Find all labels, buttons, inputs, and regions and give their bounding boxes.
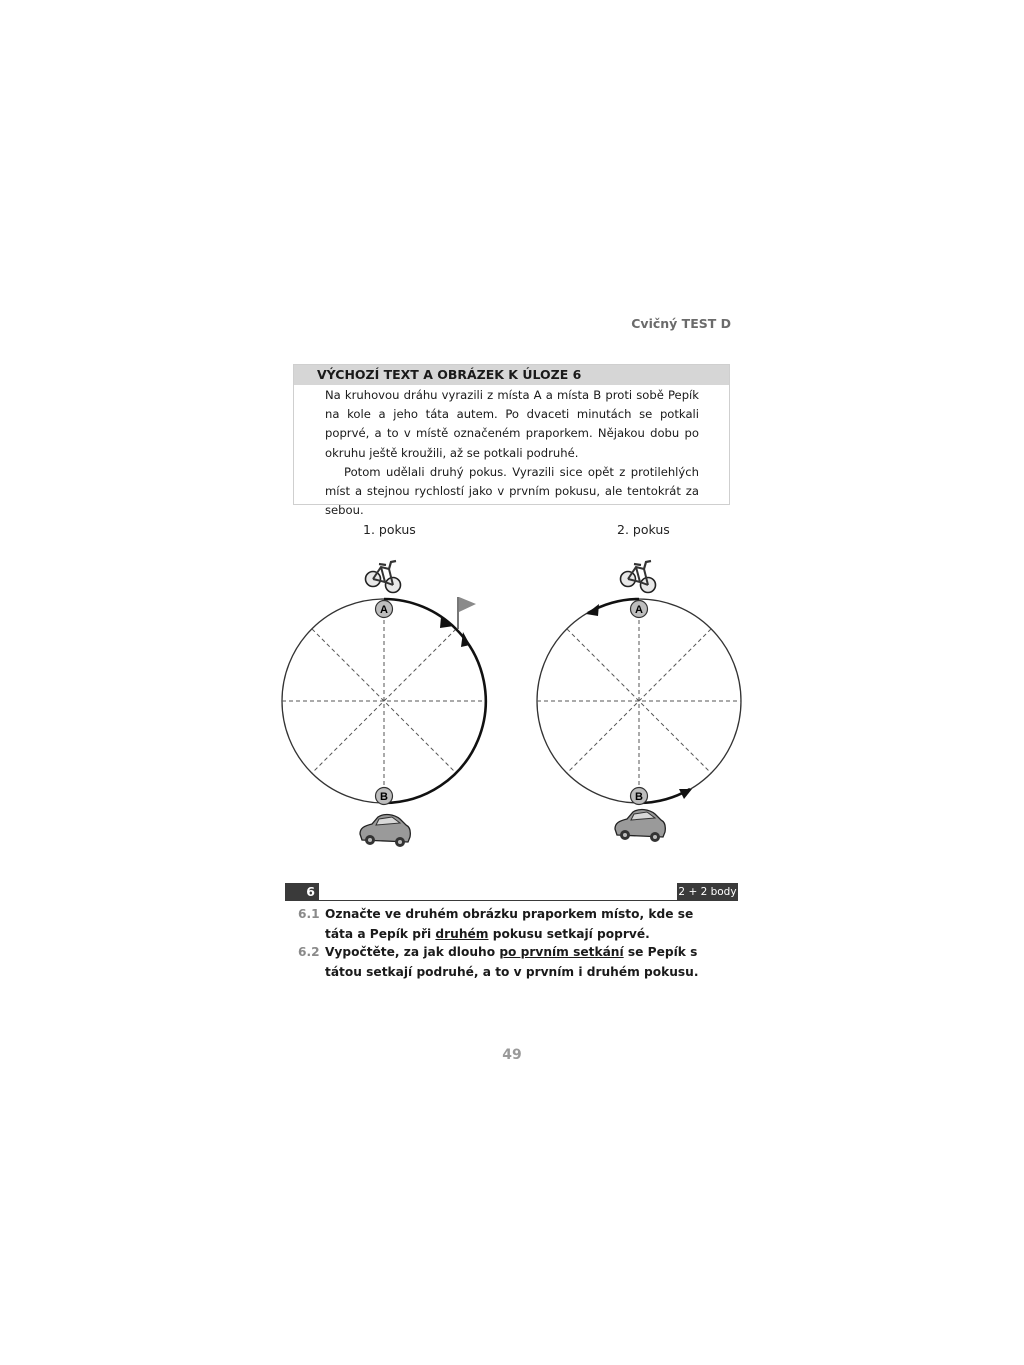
car-icon — [360, 815, 410, 847]
point-a-label: A — [635, 604, 643, 616]
car-path-arc — [384, 629, 486, 803]
bicycle-icon — [366, 561, 401, 593]
subtask-6-1 — [298, 905, 718, 944]
page-number: 49 — [502, 1047, 522, 1063]
track-divisions — [537, 599, 741, 803]
point-b-label: B — [635, 791, 643, 803]
subtask-text-part: se Pepík s tátou setkají podruhé, a to v prvním i druhém pokusu. — [325, 945, 699, 979]
task-divider — [319, 900, 677, 901]
figure-label-attempt-1: 1. pokus — [363, 522, 416, 537]
subtask-emphasis: po prvním setkání — [499, 945, 624, 959]
subtask-text-part: Vypočtěte, za jak dlouho — [325, 945, 500, 959]
subtask-number: 6.1 — [298, 907, 320, 921]
bike-direction-arrow — [586, 604, 599, 616]
task-number-badge: 6 — [285, 883, 319, 901]
figure-label-attempt-2: 2. pokus — [617, 522, 670, 537]
source-paragraph-1: Na kruhovou dráhu vyrazili z místa A a místa B proti sobě Pepík na kole a jeho táta autem. Po dvaceti minutách se potkali poprvé, a to v místě označeném praporkem. Nějakou dobu po okruhu ještě kroužili, až se potkali podruhé. — [325, 388, 699, 460]
flag-icon — [459, 597, 476, 612]
point-a-label: A — [380, 604, 388, 616]
attempt-2-diagram — [537, 561, 741, 842]
car-icon — [615, 810, 665, 842]
subtask-text-part: Označte ve druhém obrázku praporkem místo, kde se táta a Pepík při — [325, 907, 694, 941]
subtask-6-2 — [298, 943, 718, 982]
subtask-emphasis: druhém — [435, 926, 489, 941]
subtask-text — [325, 905, 718, 944]
subtask-text — [325, 943, 718, 982]
bicycle-icon — [621, 561, 656, 593]
point-b-label: B — [380, 791, 388, 803]
attempt-1-diagram — [282, 561, 486, 847]
subtask-number: 6.2 — [298, 945, 320, 959]
subtask-text-part: pokusu setkají poprvé. — [488, 926, 650, 941]
task-points-badge: 2 + 2 body — [677, 883, 738, 901]
running-header: Cvičný TEST D — [631, 316, 731, 331]
source-paragraph-2: Potom udělali druhý pokus. Vyrazili sice opět z protilehlých míst a stejnou rychlostí jako v prvním pokusu, ale tentokrát za sebou. — [325, 464, 699, 518]
source-box-title: VÝCHOZÍ TEXT A OBRÁZEK K ÚLOZE 6 — [294, 365, 729, 385]
